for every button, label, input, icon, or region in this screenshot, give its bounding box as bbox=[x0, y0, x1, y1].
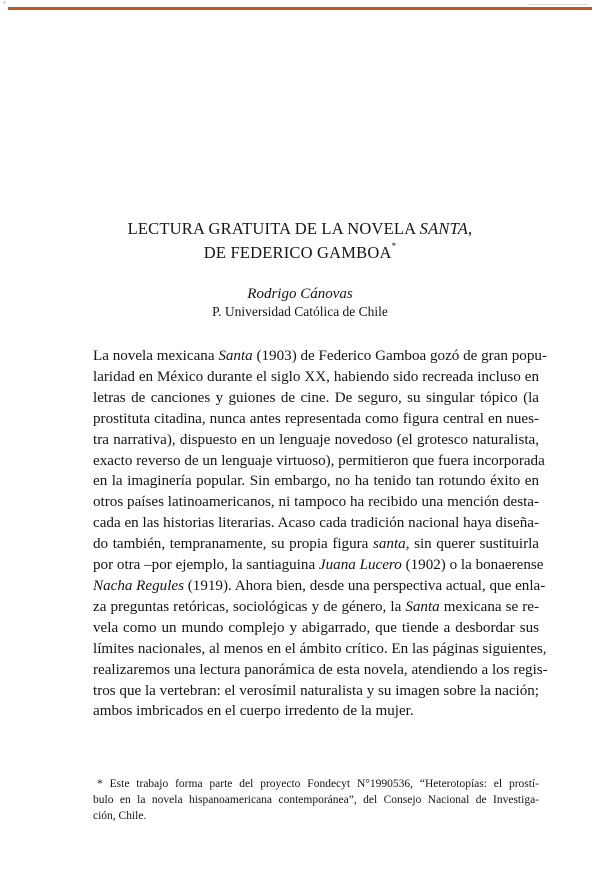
body-line: laridad en México durante el siglo XX, habiendo sido recreada incluso en bbox=[93, 368, 539, 385]
body-line: ambos imbricados en el cuerpo irredento de la mujer. bbox=[93, 703, 414, 720]
body-italic: Nacha Regules bbox=[93, 577, 184, 594]
body-text: mexicana se re- bbox=[439, 598, 539, 615]
body-line: prostituta citadina, nunca antes representada como figura central en nues- bbox=[93, 410, 539, 427]
top-rule bbox=[8, 7, 592, 10]
body-text: do también, tempranamente, su propia figura bbox=[93, 536, 373, 553]
footnote-line: bulo en la novela hispanoamericana contemporánea”, del Consejo Nacional de Investiga- bbox=[93, 794, 539, 806]
body-line bbox=[93, 534, 539, 555]
article-title-line-2 bbox=[0, 243, 600, 263]
body-line: límites nacionales, al menos en el ámbito crítico. En las páginas siguientes, bbox=[93, 640, 547, 657]
body-italic: Juana Lucero bbox=[318, 557, 402, 574]
corner-rule bbox=[528, 4, 588, 5]
body-text: , sin querer sustituirla bbox=[405, 536, 540, 553]
author-affiliation: P. Universidad Católica de Chile bbox=[212, 304, 388, 319]
body-line: realizaremos una lectura panorámica de esta novela, atendiendo a los regis- bbox=[93, 661, 548, 678]
body-line bbox=[93, 597, 539, 618]
body-line bbox=[93, 346, 547, 367]
body-text: (1919). Ahora bien, desde una perspectiva actual, que enla- bbox=[183, 577, 546, 594]
body-line bbox=[93, 555, 544, 576]
footnote-line: ción, Chile. bbox=[93, 810, 147, 822]
body-line: tra narrativa), dispuesto en un lenguaje novedoso (el grotesco naturalista, bbox=[93, 431, 539, 448]
body-line: exacto reverso de un lenguaje virtuoso), permitieron que fuera incorporada bbox=[93, 452, 545, 469]
body-italic: Santa bbox=[218, 348, 253, 364]
title-comma: , bbox=[468, 219, 473, 238]
body-text: La novela mexicana bbox=[93, 348, 219, 364]
title-text-1: LECTURA GRATUITA DE LA NOVELA bbox=[127, 219, 420, 238]
title-italic-santa: SANTA bbox=[419, 219, 469, 238]
footnote-line: * Este trabajo forma parte del proyecto Fondecyt N°1990536, “Heterotopías: el prostí- bbox=[97, 778, 539, 790]
body-italic: Santa bbox=[405, 598, 440, 615]
title-footnote-marker: * bbox=[391, 241, 397, 251]
body-paragraph bbox=[93, 346, 548, 722]
body-line: tros que la vertebran: el verosímil naturalista y su imagen sobre la nación; bbox=[93, 682, 539, 699]
body-line: letras de canciones y guiones de cine. De seguro, su singular tópico (la bbox=[93, 389, 539, 406]
body-line bbox=[93, 576, 546, 597]
body-italic: santa bbox=[372, 536, 406, 553]
body-text: za preguntas retóricas, sociológicas y de género, la bbox=[93, 598, 406, 615]
body-line: cada en las historias literarias. Acaso cada tradición nacional haya diseña- bbox=[93, 515, 539, 532]
body-text: (1902) o la bonaerense bbox=[401, 557, 544, 574]
body-text: (1903) de Federico Gamboa gozó de gran popu- bbox=[252, 348, 547, 364]
author-name: Rodrigo Cánovas bbox=[247, 286, 353, 302]
body-line: otros países latinoamericanos, ni tampoco ha recibido una mención desta- bbox=[93, 494, 539, 511]
body-line: en la imaginería popular. Sin embargo, no ha tenido tan rotundo éxito en bbox=[93, 473, 539, 490]
body-text: por otra –por ejemplo, la santiaguina bbox=[93, 557, 319, 574]
body-line: vela como un mundo complejo y abigarrado, que tiende a desbordar sus bbox=[93, 619, 539, 636]
footnote bbox=[93, 776, 539, 824]
corner-mark: ͳ bbox=[3, 1, 6, 6]
title-text-2: DE FEDERICO GAMBOA bbox=[203, 243, 392, 262]
article-title-line-1 bbox=[0, 219, 600, 239]
